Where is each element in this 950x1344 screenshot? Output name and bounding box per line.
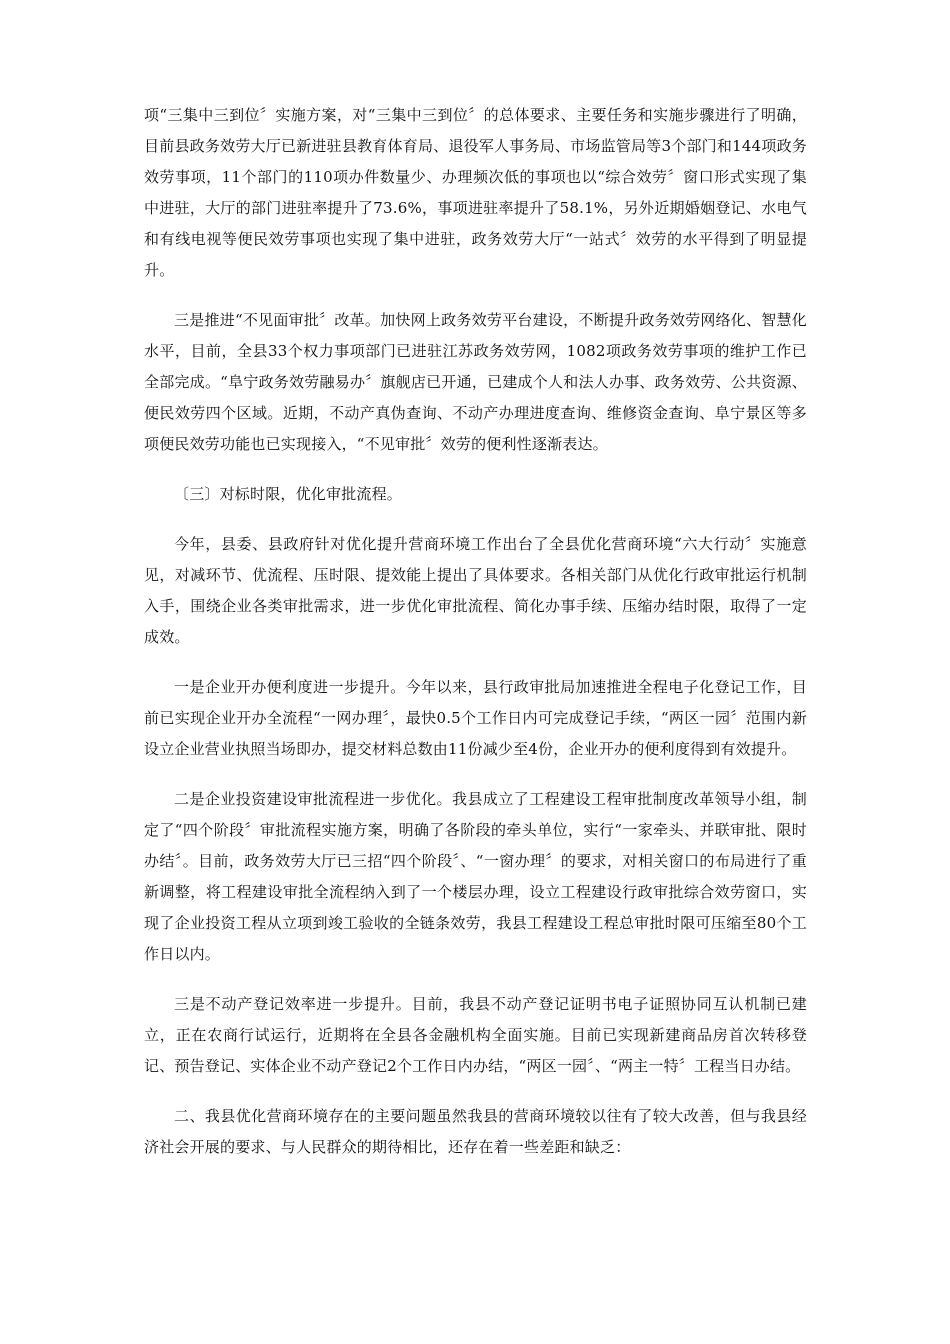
- paragraph-no-face-to-face-approval: 三是推进“不见面审批〞改革。加快网上政务效劳平台建设，不断提升政务效劳网络化、智慧化水平，目前，全县33个权力事项部门已进驻江苏政务效劳网，1082项政务效劳事项的维护工作已全部完成。“阜宁政务效劳融易办〞旗舰店已开通，已建成个人和法人办事、政务效劳、公共资源、便民效劳四个区域。近期，不动产真伪查询、不动产办理进度查询、维修资金查询、阜宁景区等多项便民效劳功能也已实现接入，“不见审批〞效劳的便利性逐渐表达。: [144, 311, 807, 453]
- paragraph-existing-problems: 二、我县优化营商环境存在的主要问题虽然我县的营商环境较以往有了较大改善，但与我县经济社会开展的要求、与人民群众的期待相比，还存在着一些差距和缺乏：: [144, 1107, 807, 1156]
- paragraph-six-actions: 今年，县委、县政府针对优化提升营商环境工作出台了全县优化营商环境“六大行动〞实施意见，对减环节、优流程、压时限、提效能上提出了具体要求。各相关部门从优化行政审批运行机制入手，围绕企业各类审批需求，进一步优化审批流程、简化办事手续、压缩办结时限，取得了一定成效。: [144, 535, 807, 646]
- section-heading-approval-process: 〔三〕对标时限，优化审批流程。: [174, 485, 403, 503]
- paragraph-centralized-services: 项“三集中三到位〞实施方案，对“三集中三到位〞的总体要求、主要任务和实施步骤进行了明确，目前县政务效劳大厅已新进驻县教育体育局、退役军人事务局、市场监管局等3个部门和144项政务效劳事项，11个部门的110项办件数量少、办理频次低的事项也以“综合效劳〞窗口形式实现了集中进驻，大厅的部门进驻率提升了73.6%，事项进驻率提升了58.1%，另外近期婚姻登记、水电气和有线电视等便民效劳事项也实现了集中进驻，政务效劳大厅“一站式〞效劳的水平得到了明显提升。: [144, 106, 807, 279]
- paragraph-business-startup: 一是企业开办便利度进一步提升。今年以来，县行政审批局加速推进全程电子化登记工作，目前已实现企业开办全流程“一网办理〞，最快0.5个工作日内可完成登记手续，“两区一园〞范围内新设立企业营业执照当场即办，提交材料总数由11份减少至4份，企业开办的便利度得到有效提升。: [144, 678, 807, 758]
- paragraph-investment-approval: 二是企业投资建设审批流程进一步优化。我县成立了工程建设工程审批制度改革领导小组，制定了“四个阶段〞审批流程实施方案，明确了各阶段的牵头单位，实行“一家牵头、并联审批、限时办结〞。目前，政务效劳大厅已三招“四个阶段〞、“一窗办理〞的要求，对相关窗口的布局进行了重新调整，将工程建设审批全流程纳入到了一个楼层办理，设立工程建设行政审批综合效劳窗口，实现了企业投资工程从立项到竣工验收的全链条效劳，我县工程建设工程总审批时限可压缩至80个工作日以内。: [144, 790, 807, 963]
- document-page: [144, 100, 807, 1182]
- paragraph-property-registration: 三是不动产登记效率进一步提升。目前，我县不动产登记证明书电子证照协同互认机制已建立，正在农商行试运行，近期将在全县各金融机构全面实施。目前已实现新建商品房首次转移登记、预告登记、实体企业不动产登记2个工作日内办结，“两区一园〞、“两主一特〞工程当日办结。: [144, 995, 807, 1075]
